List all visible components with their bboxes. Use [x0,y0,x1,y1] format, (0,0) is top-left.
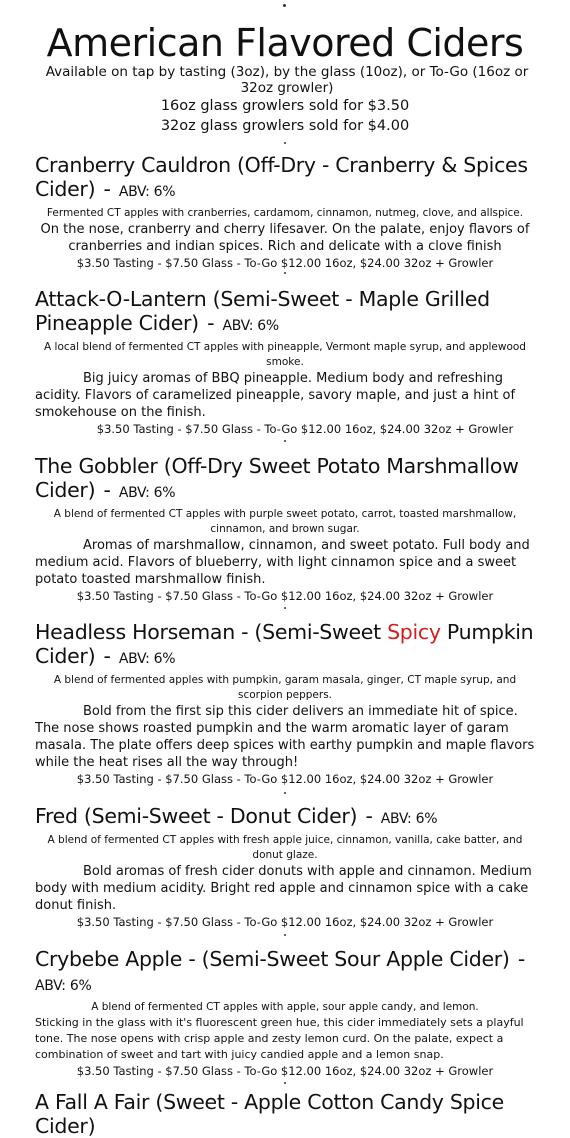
cider-name [35,620,535,671]
cider-price: $3.50 Tasting - $7.50 Glass - To-Go $12.00 16oz, $24.00 32oz + Growler [76,1064,494,1078]
cider-item [35,804,535,931]
cider-item [35,1090,535,1138]
name-dash: - [103,478,111,502]
separator-dot [284,272,286,274]
cider-ingredients: A blend of fermented CT apples with apple, sour apple candy, and lemon. [91,1001,479,1013]
cider-item [35,153,535,272]
separator-dot [284,1082,286,1084]
name-dash: - [207,311,215,335]
page-title: American Flavored Ciders [46,21,524,65]
cider-price: $3.50 Tasting - $7.50 Glass - To-Go $12.00 16oz, $24.00 32oz + Growler [76,256,494,270]
name-dash: - [103,177,111,201]
cider-item [35,947,535,1080]
cider-name-text-post: Pumpkin Cider) [35,620,534,668]
cider-name [35,153,535,204]
growler-16-price: 16oz glass growlers sold for $3.50 [160,98,410,114]
cider-abv: ABV: 6% [118,184,176,200]
spicy-word: Spicy [387,620,441,644]
cider-tasting-notes: Big juicy aromas of BBQ pineapple. Medium body and refreshing acidity. Flavors of caramelized pineapple, savory maple, and just a hint of smokehouse on the finish. [35,371,516,420]
cider-price: $3.50 Tasting - $7.50 Glass - To-Go $12.00 16oz, $24.00 32oz + Growler [76,772,494,786]
serving-info: Available on tap by tasting (3oz), by the glass (10oz), or To-Go (16oz or 32oz growler) [45,64,529,96]
cider-name [35,454,535,505]
cider-item [35,287,535,438]
cider-name: A Fall A Fair (Sweet - Apple Cotton Candy Spice Cider) [35,1090,504,1138]
cider-name [35,804,535,831]
cider-price: $3.50 Tasting - $7.50 Glass - To-Go $12.00 16oz, $24.00 32oz + Growler [76,915,494,929]
cider-name-text: Fred (Semi-Sweet - Donut Cider) [35,804,358,828]
separator-dot [284,142,286,144]
growler-32-price: 32oz glass growlers sold for $4.00 [160,118,410,134]
cider-name-text-pre: Headless Horseman - (Semi-Sweet [35,620,388,644]
cider-item [35,454,535,605]
cider-name [35,947,535,998]
cider-tasting-notes: Sticking in the glass with it's fluorescent green hue, this cider immediately sets a playful tone. The nose opens with crisp apple and zesty lemon curd. On the palate, expect a combination of sweet and tart with juicy candied apple and a lemon snap. [35,1016,524,1061]
cider-abv: ABV: 6% [118,485,176,501]
cider-tasting-notes: On the nose, cranberry and cherry lifesaver. On the palate, enjoy flavors of cranberries and indian spices. Rich and delicate with a clove finish [40,222,530,254]
cider-price: $3.50 Tasting - $7.50 Glass - To-Go $12.00 16oz, $24.00 32oz + Growler [96,422,514,436]
cider-name [35,287,535,338]
cider-price: $3.50 Tasting - $7.50 Glass - To-Go $12.00 16oz, $24.00 32oz + Growler [76,589,494,603]
cider-ingredients: A blend of fermented CT apples with fresh apple juice, cinnamon, vanilla, cake batter, and donut glaze. [47,834,523,861]
separator-dot [284,440,286,442]
name-dash: - [517,947,525,971]
cider-name-text: Crybebe Apple - (Semi-Sweet Sour Apple Cider) [35,947,510,971]
cider-ingredients: A blend of fermented CT apples with purple sweet potato, carrot, toasted marshmallow, cinnamon, and brown sugar. [53,508,517,535]
name-dash: - [103,644,111,668]
cider-name-text: Cranberry Cauldron (Off-Dry - Cranberry & Spices Cider) [35,153,528,201]
separator-dot [284,934,286,936]
cider-abv: ABV: 6% [35,978,92,994]
separator-dot [284,792,286,794]
top-separator-dot [283,4,286,7]
cider-tasting-notes: Bold from the first sip this cider delivers an immediate hit of spice. The nose shows roasted pumpkin and the warm aromatic layer of garam masala. The plate offers deep spices with earthy pumpkin and maple flavors while the heat rises all the way through! [35,704,535,770]
separator-dot [284,607,286,609]
cider-item [35,620,535,788]
cider-ingredients: A blend of fermented apples with pumpkin, garam masala, ginger, CT maple syrup, and scorpion peppers. [53,674,517,701]
cider-abv: ABV: 6% [118,651,176,667]
cider-abv: ABV: 6% [222,318,279,334]
cider-abv: ABV: 6% [380,811,438,827]
cider-tasting-notes: Aromas of marshmallow, cinnamon, and sweet potato. Full body and medium acid. Flavors of blueberry, with light cinnamon spice and a sweet potato toasted marshmallow finish. [35,538,530,587]
cider-tasting-notes: Bold aromas of fresh cider donuts with apple and cinnamon. Medium body with medium acidity. Bright red apple and cinnamon spice with a cake donut finish. [35,864,532,913]
cider-ingredients: A local blend of fermented CT apples with pineapple, Vermont maple syrup, and applewood smoke. [44,341,526,368]
name-dash: - [365,804,373,828]
cider-name-text: Attack-O-Lantern (Semi-Sweet - Maple Grilled Pineapple Cider) [35,287,490,335]
cider-ingredients: Fermented CT apples with cranberries, cardamom, cinnamon, nutmeg, clove, and allspice. [46,207,524,219]
cider-name-text: The Gobbler (Off-Dry Sweet Potato Marshmallow Cider) [35,454,519,502]
